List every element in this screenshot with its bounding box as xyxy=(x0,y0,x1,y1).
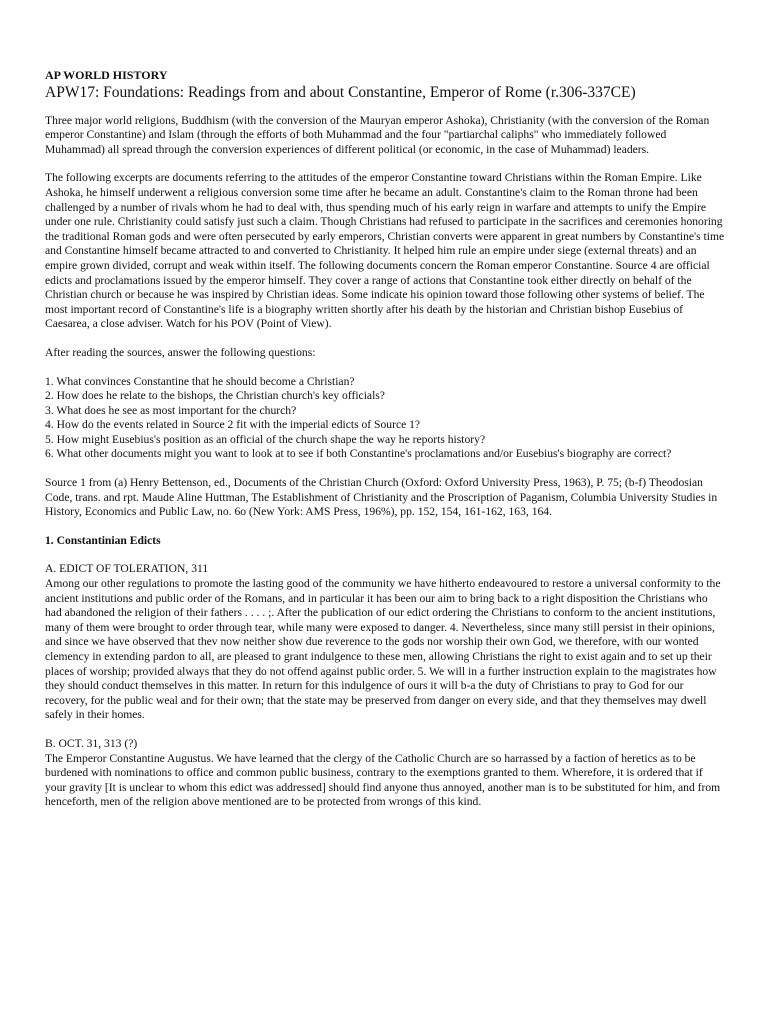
question-list xyxy=(45,375,725,463)
question-item: 1. What convinces Constantine that he should become a Christian? xyxy=(45,374,355,388)
edict-a-heading: A. EDICT OF TOLERATION, 311 xyxy=(45,562,209,576)
intro-paragraph-1: Three major world religions, Buddhism (with the conversion of the Mauryan emperor Ashoka), Christianity (with the conversion of the Roman emperor Constantine) and Islam (through the efforts of both Muhammad and the four "partiarchal caliphs" who immediately followed Muhammad) all spread through the conversion experiences of different political (or economic, in the case of Muhammad) leaders. xyxy=(45,113,710,156)
intro-paragraph-2: The following excerpts are documents referring to the attitudes of the emperor Constantine toward Christians within the Roman Empire. Like Ashoka, he himself underwent a religious conversion some time after he became an adult. Constantine's claim to the Roman throne had been challenged by a number of rivals whom he had to deal with, thus spending much of his early reign in warfare and attempts to unify the Empire under one rule. Christianity could satisfy just such a claim. Though Christians had refused to participate in the sacrifices and ceremonies honoring the traditional Roman gods and were often persecuted by early emperors, Christian converts were apparent in great numbers by Constantine's time and Constantine himself became attracted to and converted to Christianity. It helped him rule an empire under siege (external threats) and an empire grown divided, corrupt and weak within itself. The following documents concern the Roman emperor Constantine. Source 4 are official edicts and proclamations issued by the emperor himself. They cover a range of actions that Constantine took either directly on behalf of the Christian church or because he was inspired by Christian ideas. Some indicate his opinion toward those following other systems of belief. The most important record of Constantine's life is a biography written shortly after his death by the historian and Christian bishop Eusebius of Caesarea, a close adviser. Watch for his POV (Point of View). xyxy=(45,171,725,331)
question-item: 4. How do the events related in Source 2 fit with the imperial edicts of Source 1? xyxy=(45,418,421,432)
question-item: 3. What does he see as most important for the church? xyxy=(45,403,297,417)
course-heading: AP WORLD HISTORY xyxy=(45,68,168,82)
edict-b-text: The Emperor Constantine Augustus. We have learned that the clergy of the Catholic Church are so harrassed by a faction of heretics as to be burdened with nominations to office and common public business, contrary to the exemptions granted to them. Wherefore, it is ordered that if your gravity [It is unclear to whom this edict was addressed] should find anyone thus annoyed, another man is to be substituted for him, and from henceforth, men of the religion above mentioned are to be protected from wrongs of this kind. xyxy=(45,751,721,809)
questions-instruction: After reading the sources, answer the following questions: xyxy=(45,345,316,359)
edict-b-heading: B. OCT. 31, 313 (?) xyxy=(45,736,138,750)
question-item: 6. What other documents might you want to look at to see if both Constantine's proclamations and/or Eusebius's biography are correct? xyxy=(45,447,672,461)
source-citation: Source 1 from (a) Henry Bettenson, ed., Documents of the Christian Church (Oxford: Oxford University Press, 1963), P. 75; (b-f) Theodosian Code, trans. and rpt. Maude Aline Huttman, The Establishment of Christianity and the Proscription of Paganism, Columbia University Studies in History, Economics and Public Law, no. 6o (New York: AMS Press, 196%), pp. 152, 154, 161-162, 163, 164. xyxy=(45,476,718,519)
question-item: 5. How might Eusebius's position as an official of the church shape the way he reports history? xyxy=(45,432,486,446)
document-title: APW17: Foundations: Readings from and about Constantine, Emperor of Rome (r.306-337CE) xyxy=(45,83,636,101)
section-heading: 1. Constantinian Edicts xyxy=(45,533,161,547)
question-item: 2. How does he relate to the bishops, the Christian church's key officials? xyxy=(45,389,385,403)
edict-a-text: Among our other regulations to promote the lasting good of the community we have hitherto endeavoured to restore a universal conformity to the ancient institutions and public order of the Romans, and in particular it has been our aim to bring back to a right disposition the Christians who had abandoned the religion of their fathers . . . . ;. After the publication of our edict ordering the Christians to conform to the ancient institutions, many of them were brought to order through tear, while many were exposed to danger. 4. Nevertheless, since many still persist in their opinions, and since we have observed that thev now neither show due reverence to the gods nor worship their own God, we therefore, with our wonted clemency in extending pardon to all, are pleased to grant indulgence to these men, allowing Christians the right to exist again and to set up their places of worship; provided always that they do not offend against public order. 5. We will in a further instruction explain to the magistrates how they should conduct themselves in this matter. In return for this indulgence of ours it will b-a the duty of Christians to pray to God for our recovery, for the public weal and for their own; that the state may be preserved from danger on every side, and that they themselves may dwell safely in their homes. xyxy=(45,577,721,722)
document-page xyxy=(45,68,725,810)
